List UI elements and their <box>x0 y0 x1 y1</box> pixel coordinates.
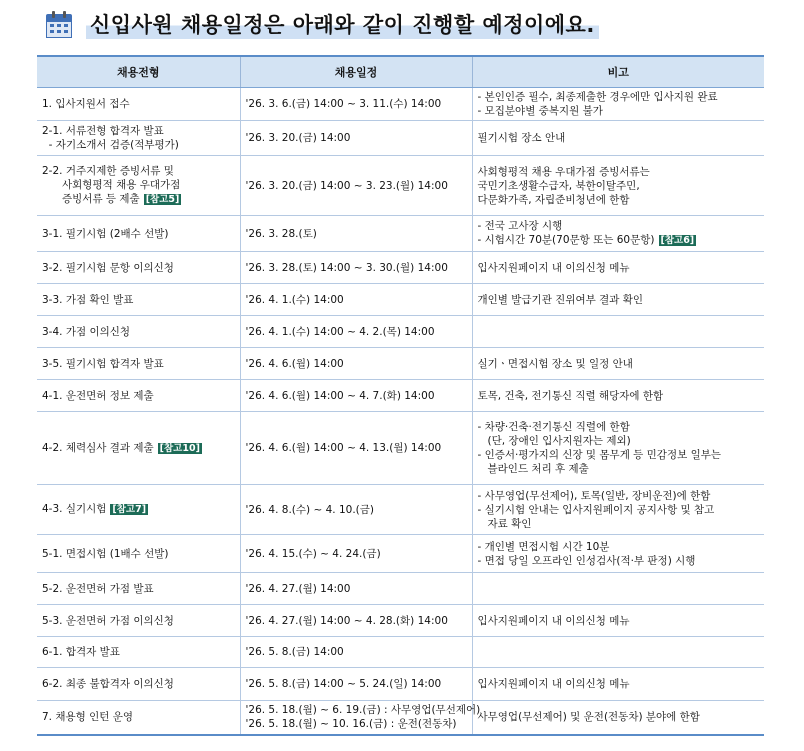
schedule-cell <box>240 216 472 252</box>
note-cell <box>472 88 764 121</box>
stage-line: 5-1. 면접시험 (1배수 선발) <box>42 547 169 560</box>
schedule-line: '26. 3. 20.(금) 14:00 <box>245 132 351 144</box>
stage-cell <box>37 121 240 156</box>
note-line: - 본인인증 필수, 최종제출한 경우에만 입사지원 완료 <box>477 91 718 103</box>
note-line: (단, 장애인 입사지원자는 제외) <box>477 435 631 447</box>
note-line: 사회형평적 채용 우대가점 증빙서류는 <box>477 165 650 178</box>
note-line: 블라인드 처리 후 제출 <box>477 463 589 475</box>
stage-cell <box>37 88 240 121</box>
stage-cell <box>37 605 240 637</box>
stage-text: 4-3. 실기시험 <box>42 503 107 515</box>
header-stage: 채용전형 <box>37 56 240 88</box>
schedule-cell <box>240 637 472 668</box>
note-cell <box>472 156 764 216</box>
header-note: 비고 <box>472 56 764 88</box>
table-row <box>37 216 764 252</box>
stage-line: 3-2. 필기시험 문항 이의신청 <box>42 261 174 274</box>
table-row <box>37 156 764 216</box>
table-row <box>37 412 764 485</box>
note-cell <box>472 380 764 412</box>
note-cell <box>472 535 764 573</box>
table-row <box>37 316 764 348</box>
table-row <box>37 284 764 316</box>
note-cell <box>472 252 764 284</box>
note-text: - 시험시간 70분(70문항 또는 60문항) <box>477 234 655 246</box>
stage-cell <box>37 637 240 668</box>
stage-cell <box>37 701 240 735</box>
schedule-line: '26. 4. 1.(수) 14:00 <box>245 293 344 306</box>
schedule-cell <box>240 88 472 121</box>
schedule-cell <box>240 668 472 701</box>
schedule-cell <box>240 535 472 573</box>
reference-badge: [참고6] <box>660 235 695 246</box>
stage-text: 4-2. 체력심사 결과 제출 <box>42 441 154 454</box>
note-cell <box>472 121 764 156</box>
schedule-cell <box>240 380 472 412</box>
stage-line <box>42 192 235 207</box>
schedule-cell <box>240 121 472 156</box>
table-row <box>37 573 764 605</box>
note-line: 국민기초생활수급자, 북한이탈주민, <box>477 179 640 192</box>
stage-line: 2-2. 거주지제한 증빙서류 및 <box>42 165 174 177</box>
stage-line: 6-2. 최종 불합격자 이의신청 <box>42 678 174 690</box>
note-cell <box>472 284 764 316</box>
note-line: - 실기시험 안내는 입사지원페이지 공지사항 및 참고 <box>477 503 715 516</box>
schedule-line: '26. 4. 6.(월) 14:00 <box>245 357 344 370</box>
schedule-cell <box>240 348 472 380</box>
note-cell <box>472 573 764 605</box>
schedule-cell <box>240 284 472 316</box>
note-line: - 사무영업(무선제어), 토목(일반, 장비운전)에 한함 <box>477 489 711 502</box>
note-cell <box>472 348 764 380</box>
note-cell <box>472 668 764 701</box>
schedule-line: '26. 3. 6.(금) 14:00 ~ 3. 11.(수) 14:00 <box>245 98 442 110</box>
table-header-row <box>37 56 764 88</box>
schedule-line: '26. 4. 27.(월) 14:00 ~ 4. 28.(화) 14:00 <box>245 614 448 627</box>
note-line: - 면접 당일 오프라인 인성검사(적·부 판정) 시행 <box>477 554 696 567</box>
note-cell <box>472 316 764 348</box>
stage-line: 7. 채용형 인턴 운영 <box>42 711 134 724</box>
stage-line: 1. 입사지원서 접수 <box>42 98 130 110</box>
schedule-cell <box>240 252 472 284</box>
note-line: - 전국 고사장 시행 <box>477 220 563 232</box>
note-line: - 차량·건축·전기통신 직렬에 한함 <box>477 421 630 433</box>
table-body <box>37 88 764 735</box>
table-row <box>37 668 764 701</box>
schedule-line: '26. 4. 15.(수) ~ 4. 24.(금) <box>245 547 381 560</box>
table-row <box>37 535 764 573</box>
note-line: 자료 확인 <box>477 517 532 530</box>
note-line: 토목, 건축, 전기통신 직렬 해당자에 한함 <box>477 389 664 402</box>
reference-badge: [참고5] <box>145 194 180 205</box>
stage-cell <box>37 252 240 284</box>
stage-cell <box>37 216 240 252</box>
schedule-line: '26. 3. 28.(토) 14:00 ~ 3. 30.(월) 14:00 <box>245 261 448 274</box>
stage-text: 증빙서류 등 제출 <box>42 193 140 205</box>
table-row <box>37 380 764 412</box>
page-title <box>44 6 599 42</box>
schedule-line: '26. 4. 27.(월) 14:00 <box>245 582 351 595</box>
note-line: - 개인별 면접시험 시간 10분 <box>477 540 610 553</box>
schedule-line: '26. 4. 1.(수) 14:00 ~ 4. 2.(목) 14:00 <box>245 325 435 338</box>
note-line: 입사지원페이지 내 이의신청 메뉴 <box>477 261 630 274</box>
schedule-line: '26. 5. 8.(금) 14:00 ~ 5. 24.(일) 14:00 <box>245 678 442 690</box>
stage-cell <box>37 535 240 573</box>
schedule-line: '26. 5. 8.(금) 14:00 <box>245 646 344 658</box>
note-cell <box>472 216 764 252</box>
table-row <box>37 121 764 156</box>
stage-cell <box>37 284 240 316</box>
schedule-line: '26. 4. 8.(수) ~ 4. 10.(금) <box>245 503 374 516</box>
note-cell <box>472 701 764 735</box>
header-schedule: 채용일정 <box>240 56 472 88</box>
reference-badge: [참고7] <box>112 504 147 515</box>
stage-cell <box>37 668 240 701</box>
table-row <box>37 88 764 121</box>
note-cell <box>472 637 764 668</box>
stage-line: - 자기소개서 검증(적부평가) <box>42 139 179 151</box>
stage-line: 사회형평적 채용 우대가점 <box>42 179 181 191</box>
title-text: 신입사원 채용일정은 아래와 같이 진행할 예정이에요. <box>86 9 599 39</box>
schedule-line: '26. 3. 20.(금) 14:00 ~ 3. 23.(월) 14:00 <box>245 179 448 192</box>
note-line: 실기ㆍ면접시험 장소 및 일정 안내 <box>477 357 633 370</box>
table-row <box>37 637 764 668</box>
stage-cell <box>37 485 240 535</box>
calendar-icon <box>44 9 74 39</box>
schedule-cell <box>240 573 472 605</box>
schedule-cell <box>240 316 472 348</box>
note-line: 필기시험 장소 안내 <box>477 132 566 144</box>
stage-line: 5-2. 운전면허 가점 발표 <box>42 582 154 595</box>
stage-cell <box>37 412 240 485</box>
stage-line: 4-1. 운전면허 정보 제출 <box>42 389 154 402</box>
schedule-line: '26. 4. 6.(월) 14:00 ~ 4. 7.(화) 14:00 <box>245 389 435 402</box>
table-row <box>37 485 764 535</box>
stage-line: 3-4. 가점 이의신청 <box>42 325 131 338</box>
schedule-line: '26. 5. 18.(월) ~ 6. 19.(금) : 사무영업(무선제어) <box>245 704 481 717</box>
note-line: 입사지원페이지 내 이의신청 메뉴 <box>477 678 630 690</box>
note-line: - 인증서·평가지의 신장 및 몸무게 등 민감정보 일부는 <box>477 449 721 461</box>
stage-line <box>42 502 235 517</box>
note-cell <box>472 605 764 637</box>
schedule-cell <box>240 485 472 535</box>
note-line: 사무영업(무선제어) 및 운전(전동차) 분야에 한함 <box>477 711 700 724</box>
note-line: - 모집분야별 중복지원 불가 <box>477 105 603 117</box>
stage-line <box>42 441 235 456</box>
stage-cell <box>37 316 240 348</box>
stage-line: 3-1. 필기시험 (2배수 선발) <box>42 227 169 240</box>
stage-line: 2-1. 서류전형 합격자 발표 <box>42 125 164 137</box>
stage-cell <box>37 380 240 412</box>
table-row <box>37 701 764 735</box>
schedule-line: '26. 5. 18.(월) ~ 10. 16.(금) : 운전(전동차) <box>245 718 457 731</box>
stage-cell <box>37 156 240 216</box>
stage-cell <box>37 573 240 605</box>
note-line <box>478 233 760 248</box>
schedule-table <box>37 55 764 736</box>
schedule-cell <box>240 156 472 216</box>
note-line: 개인별 발급기관 진위여부 결과 확인 <box>477 293 643 306</box>
stage-cell <box>37 348 240 380</box>
stage-line: 3-3. 가점 확인 발표 <box>42 293 134 306</box>
stage-line: 3-5. 필기시험 합격자 발표 <box>42 357 164 370</box>
reference-badge: [참고10] <box>159 442 200 454</box>
note-line: 입사지원페이지 내 이의신청 메뉴 <box>477 614 630 627</box>
note-cell <box>472 485 764 535</box>
stage-line: 6-1. 합격자 발표 <box>42 646 120 658</box>
schedule-cell <box>240 412 472 485</box>
schedule-cell <box>240 605 472 637</box>
stage-line: 5-3. 운전면허 가점 이의신청 <box>42 614 174 627</box>
table-row <box>37 252 764 284</box>
schedule-line: '26. 4. 6.(월) 14:00 ~ 4. 13.(월) 14:00 <box>245 442 442 454</box>
note-line: 다문화가족, 자립준비청년에 한함 <box>477 193 630 206</box>
note-cell <box>472 412 764 485</box>
schedule-cell <box>240 701 481 735</box>
table-row <box>37 605 764 637</box>
schedule-line: '26. 3. 28.(토) <box>245 227 317 240</box>
table-row <box>37 348 764 380</box>
